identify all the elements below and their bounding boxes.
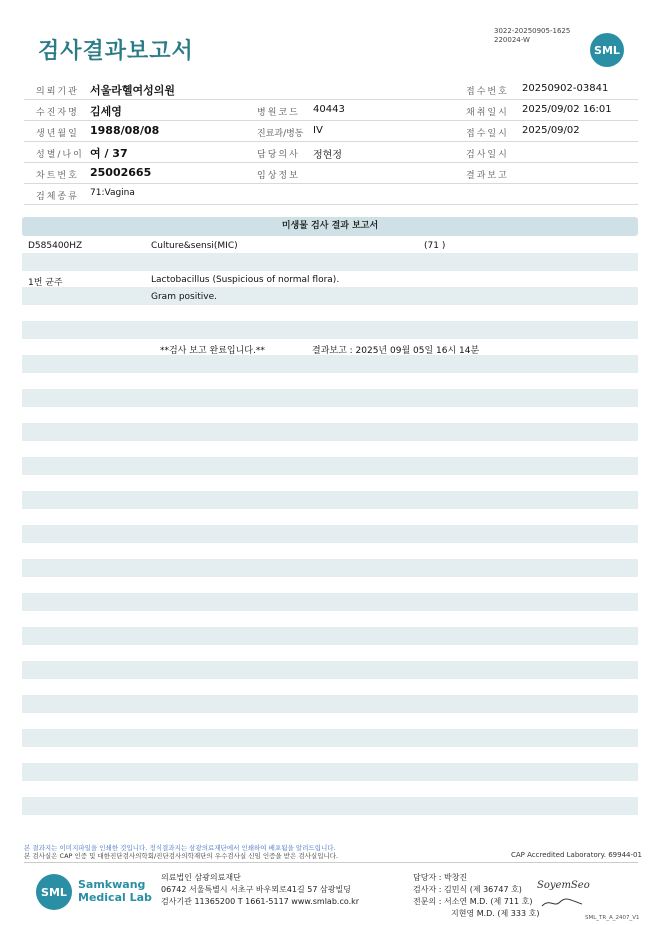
examiner: 검사자 : 김민식 (제 36747 호)	[413, 885, 522, 894]
row-band	[22, 423, 638, 441]
row-band	[22, 695, 638, 713]
info-label: 담당의사	[257, 150, 300, 160]
row-band	[22, 457, 638, 475]
organism-line-2: Gram positive.	[151, 292, 217, 302]
patient-info-table	[24, 79, 638, 205]
row-band	[22, 253, 638, 271]
info-label: 접수일시	[466, 129, 509, 139]
row-band	[22, 593, 638, 611]
org-name: 의료법인 삼광의료재단	[161, 873, 241, 882]
info-label: 접수번호	[466, 87, 509, 97]
row-band	[22, 729, 638, 747]
info-value: 2025/09/02 16:01	[522, 104, 612, 115]
info-value: 여 / 37	[90, 147, 128, 160]
info-value: 정현정	[313, 150, 342, 161]
contact: 검사기관 11365200 T 1661-5117 www.smlab.co.kr	[161, 897, 360, 906]
footer-divider	[24, 862, 638, 863]
address: 06742 서울특별시 서초구 바우뫼로41길 57 삼광빌딩	[161, 885, 351, 894]
sml-logo-icon	[590, 33, 624, 67]
info-label: 성별/나이	[36, 150, 84, 160]
result-section-header: 미생물 검사 결과 보고서	[22, 217, 638, 236]
info-value: 40443	[313, 104, 345, 115]
person-in-charge: 담당자 : 박창진	[413, 873, 468, 882]
info-label: 결과보고	[466, 171, 509, 181]
info-value: 71:Vagina	[90, 188, 135, 198]
info-label: 의뢰기관	[36, 87, 79, 97]
info-label: 수진자명	[36, 108, 79, 118]
info-row	[24, 121, 638, 142]
row-band	[22, 627, 638, 645]
info-value: 김세영	[90, 105, 122, 118]
info-label: 차트번호	[36, 171, 79, 181]
report-title: 검사결과보고서	[38, 39, 194, 64]
row-band	[22, 389, 638, 407]
info-row	[24, 79, 638, 100]
signature-ji-icon	[540, 896, 584, 910]
organism-line-1: Lactobacillus (Suspicious of normal flora).	[151, 275, 340, 285]
row-band	[22, 321, 638, 339]
info-value: IV	[313, 125, 323, 136]
info-value: 20250902-03841	[522, 83, 609, 94]
row-band	[22, 797, 638, 815]
test-code: D585400HZ	[28, 241, 83, 251]
document-id-line1: 3022-20250905-1625	[494, 27, 571, 35]
row-band	[22, 763, 638, 781]
row-band	[22, 355, 638, 373]
info-label: 검체종류	[36, 192, 79, 202]
sml-footer-logo-icon	[36, 874, 72, 910]
document-id	[494, 27, 570, 45]
info-label: 임상정보	[257, 171, 300, 181]
info-row	[24, 142, 638, 163]
info-label: 채취일시	[466, 108, 509, 118]
info-row	[24, 100, 638, 121]
image-copy-notice: 본 결과지는 이미지파일을 인쇄한 것입니다. 정식결과지는 삼광의료재단에서 인쇄하여 배포됨을 알려드립니다.	[24, 844, 336, 852]
signature-seo: SoyemSeo	[537, 880, 590, 891]
logo-text: SML	[594, 43, 620, 57]
organism-label: 1번 균주	[28, 278, 63, 288]
info-label: 생년월일	[36, 129, 79, 139]
info-label: 진료과/병동	[257, 129, 304, 139]
logo-text: SML	[41, 885, 67, 899]
lab-address-block	[161, 872, 359, 908]
specialist-2: 지현영 M.D. (제 333 호)	[451, 909, 540, 918]
row-band	[22, 287, 638, 305]
brand-name	[78, 878, 152, 904]
report-time: 결과보고 : 2025년 09월 05일 16시 14분	[312, 346, 480, 356]
info-value: 서울라헬여성의원	[90, 84, 176, 97]
row-band	[22, 491, 638, 509]
info-label: 병원코드	[257, 108, 300, 118]
info-value: 1988/08/08	[90, 124, 160, 137]
info-value: 2025/09/02	[522, 125, 580, 136]
info-value: 25002665	[90, 166, 152, 179]
signatories-block	[413, 872, 539, 920]
report-complete-text: **검사 보고 완료입니다.**	[160, 346, 265, 356]
test-name: Culture&sensi(MIC)	[151, 241, 238, 251]
document-id-line2: 220024-W	[494, 36, 530, 44]
test-number: (71 )	[424, 241, 446, 251]
form-code: SML_TR_A_2407_V1	[585, 915, 640, 921]
specialist-1: 전문의 : 서소연 M.D. (제 711 호)	[413, 897, 533, 906]
cap-accreditation: CAP Accredited Laboratory. 69944-01	[511, 851, 642, 859]
brand-line-2: Medical Lab	[78, 891, 152, 904]
row-band	[22, 661, 638, 679]
info-row	[24, 163, 638, 184]
row-band	[22, 559, 638, 577]
brand-line-1: Samkwang	[78, 878, 146, 891]
row-band	[22, 525, 638, 543]
info-row	[24, 184, 638, 205]
info-label: 검사일시	[466, 150, 509, 160]
accreditation-notice: 본 검사실은 CAP 인증 및 대한진단검사의학회/진단검사의학재단의 우수검사실 신임 인증을 받은 검사실입니다.	[24, 852, 339, 860]
